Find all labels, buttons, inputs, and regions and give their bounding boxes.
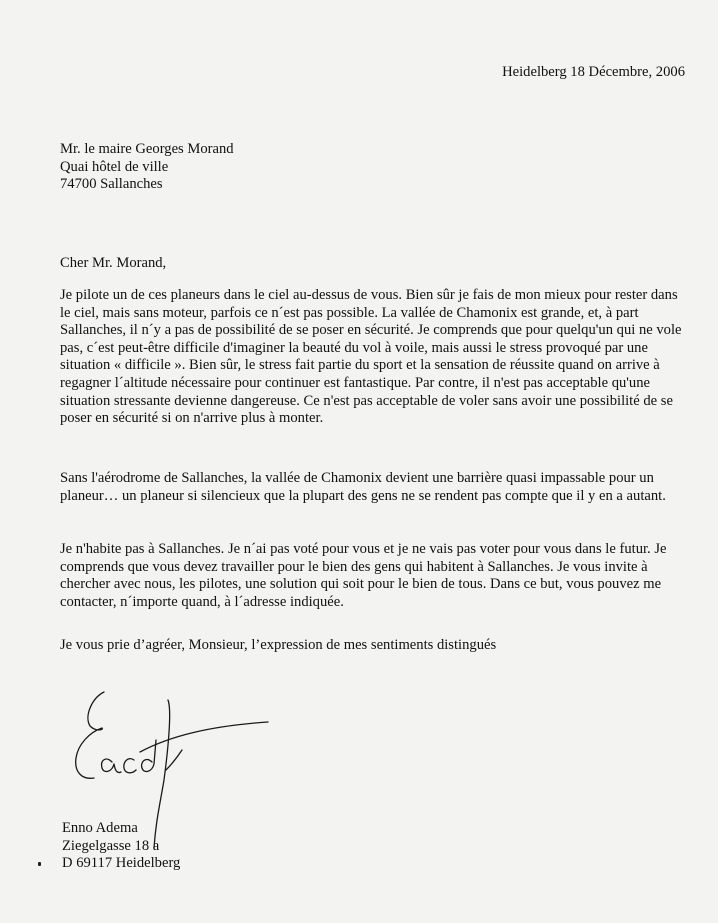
sender-street: Ziegelgasse 18 a [62,837,160,854]
salutation: Cher Mr. Morand, [60,255,167,271]
sender-name: Enno Adema [62,820,138,836]
closing-formula: Je vous prie d’agréer, Monsieur, l’expression de mes sentiments distingués [60,637,497,653]
sender-address [62,820,180,873]
body-paragraph-2: Sans l'aérodrome de Sallanches, la vallée de Chamonix devient une barrière quasi impassable pour un planeur… un planeur si silencieux que la plupart des gens ne se rendent pas compte que il y en a autant. [60,470,666,504]
body-paragraph-1: Je pilote un de ces planeurs dans le ciel au-dessus de vous. Bien sûr je fais de mon mieux pour rester dans le ciel, mais sans moteur, parfois ce n´est pas possible. La vallée de Chamonix est grande, et, à part Sallanches, il n´y a pas de possibilité de se poser en sécurité. Je comprends que pour quelqu'un qui ne vole pas, c´est peut-être difficile d'imaginer la beauté du vol à voile, mais aussi le stress provoqué par une situation « difficile ». Bien sûr, le stress fait partie du sport et la sensation de réussite quand on arrive à regagner l´altitude nécessaire pour continuer est fantastique. Par contre, il n'est pas acceptable qu'une situation stressante devienne dangereuse. Ce n'est pas acceptable de voler sans avoir une possibilité de se poser en sécurité si on n'arrive plus à monter. [60,287,682,427]
recipient-address [60,141,234,194]
recipient-city: 74700 Sallanches [60,176,163,193]
margin-mark [38,862,41,866]
letter-date: Heidelberg 18 Décembre, 2006 [502,64,685,80]
recipient-name: Mr. le maire Georges Morand [60,141,234,157]
recipient-street: Quai hôtel de ville [60,158,169,175]
body-paragraph-3: Je n'habite pas à Sallanches. Je n´ai pas voté pour vous et je ne vais pas voter pour vous dans le futur. Je comprends que vous devez travailler pour le bien des gens qui habitent à Sallanches. Je vous invite à chercher avec nous, les pilotes, une solution qui soit pour le bien de tous. Dans ce but, vous pouvez me contacter, n´importe quand, à l´adresse indiquée. [60,541,667,610]
sender-city: D 69117 Heidelberg [62,855,181,872]
